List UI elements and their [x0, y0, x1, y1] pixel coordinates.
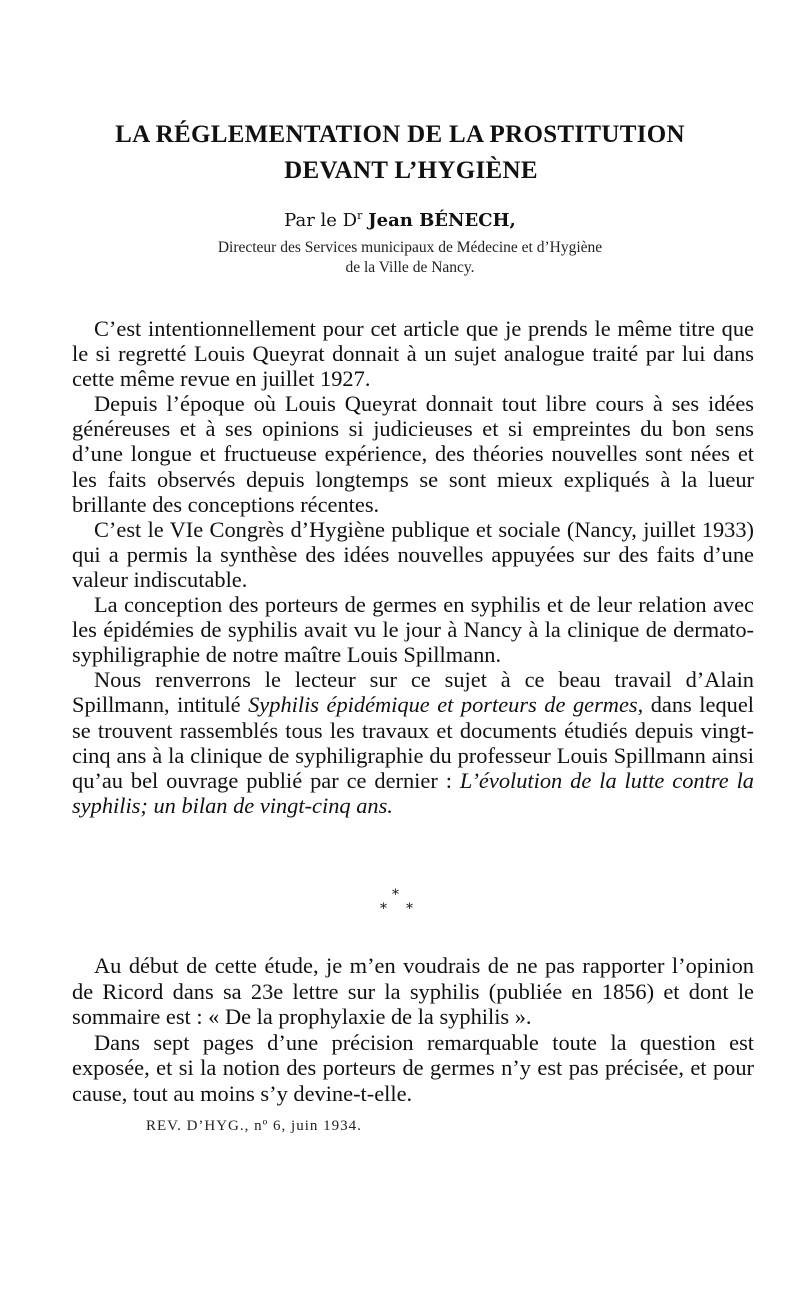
byline [0, 203, 800, 234]
journal-footer: REV. D’HYG., nº 6, juin 1934. [146, 1118, 362, 1134]
paragraph: C’est intentionnellement pour cet article que je prends le même titre que le si regretté Louis Queyrat donnait à un sujet analogue traité par lui dans cette même revue en juillet 1927. [72, 316, 754, 392]
section-separator [380, 888, 430, 918]
title-line-1: LA RÉGLEMENTATION DE LA PROSTITUTION [115, 121, 685, 148]
paragraph: La conception des porteurs de germes en syphilis et de leur relation avec les épidémies de syphilis avait vu le jour à Nancy à la clinique de dermato-syphiligraphie de notre maître Louis Spillmann. [72, 592, 754, 668]
separator-star: * [406, 901, 413, 917]
paragraph [72, 667, 754, 818]
body-text [72, 316, 754, 818]
author-name: Jean BÉNECH, [368, 210, 516, 231]
affiliation-line-2: de la Ville de Nancy. [345, 259, 475, 276]
paragraph: Dans sept pages d’une précision remarquable toute la question est exposée, et si la notion des porteurs de germes n’y est pas précisée, et pour cause, tout au moins s’y devine-t-elle. [72, 1029, 754, 1106]
italic-title-2: L’évolution de la lutte contre la syphilis; un bilan de vingt-cinq ans. [72, 767, 754, 818]
paragraph-text: Nous renverrons le lecteur sur ce sujet à ce beau travail d’Alain Spillmann, intitulé [72, 667, 754, 718]
article-title [0, 117, 800, 189]
paragraph: C’est le VIe Congrès d’Hygiène publique et sociale (Nancy, juillet 1933) qui a permis la synthèse des idées nouvelles appuyées sur des faits d’une valeur indiscutable. [72, 516, 754, 592]
byline-prefix: Par le D [284, 210, 358, 231]
paragraph: Au début de cette étude, je m’en voudrais de ne pas rapporter l’opinion de Ricord dans sa 23e lettre sur la syphilis (publiée en 1856) et dont le sommaire est : « De la prophylaxie de la syphilis ». [72, 953, 754, 1030]
separator-star: * [392, 887, 399, 903]
paragraph: Depuis l’époque où Louis Queyrat donnait tout libre cours à ses idées généreuses et à ses opinions si judicieuses et si empreintes du bon sens d’une longue et fructueuse expérience, des théories nouvelles sont nées et les faits observés depuis longtemps se sont mieux expliqués à la lueur brillante des conceptions récentes. [72, 391, 754, 517]
italic-title-1: Syphilis épidémique et porteurs de germes [248, 692, 638, 718]
paragraph-text: , dans lequel se trouvent rassemblés tous les travaux et documents étudiés depuis vingt-cinq ans à la clinique de syphiligraphie du professeur Louis Spillmann ainsi qu’au bel ouvrage publié par ce dernier : [72, 692, 754, 793]
separator-star: * [380, 901, 387, 917]
title-line-2: DEVANT L’HYGIÈNE [284, 157, 538, 184]
affiliation [0, 238, 800, 278]
affiliation-line-1: Directeur des Services municipaux de Médecine et d’Hygiène [217, 239, 603, 256]
body-text-2 [72, 953, 754, 1107]
byline-sup: r [357, 209, 363, 222]
